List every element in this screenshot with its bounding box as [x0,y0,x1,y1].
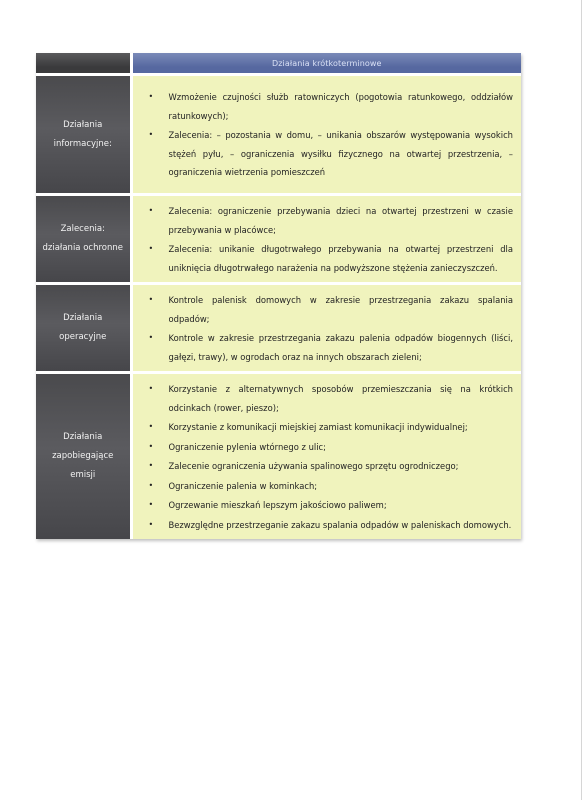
list-item: • Korzystanie z komunikacji miejskiej zamiast komunikacji indywidualnej; [169,418,514,437]
category-cell [36,196,131,282]
category-label-line: operacyjne [59,332,107,342]
actions-table-grid [36,53,521,539]
category-cell [36,374,131,539]
list-item: • Wzmożenie czujności służb ratowniczych (pogotowia ratunkowego, oddziałów ratunkowych); [169,88,514,125]
list-item: • Zalecenia: unikanie długotrwałego przebywania na otwartej przestrzeni dla uniknięcia długotrwałego narażenia na podwyższone stężenia zanieczyszczeń. [169,240,514,277]
list-item: • Zalecenia: ograniczenie przebywania dzieci na otwartej przestrzeni w czasie przebywania w placówce; [169,202,514,239]
bullet-list [141,291,514,366]
list-item: • Kontrole w zakresie przestrzegania zakazu palenia odpadów biogennych (liści, gałęzi, trawy), w ogrodach oraz na innych obszarach zieleni; [169,329,514,366]
list-item: • Bezwzględne przestrzeganie zakazu spalania odpadów w paleniskach domowych. [169,516,514,535]
content-cell [131,285,521,371]
table-row [36,374,521,539]
bullet-list [141,380,514,534]
category-label-line: zapobiegające [52,451,114,461]
list-item: • Zalecenie ograniczenia używania spalinowego sprzętu ogrodniczego; [169,457,514,476]
table-row [36,196,521,282]
category-cell [36,285,131,371]
list-item: • Ograniczenie pylenia wtórnego z ulic; [169,438,514,457]
bullet-list [141,88,514,182]
category-label-line: emisji [70,470,96,480]
actions-table [36,53,521,539]
content-cell [131,374,521,539]
category-label-line: informacyjne: [53,138,112,149]
category-label-line: Działania [63,119,103,130]
list-item: • Ograniczenie palenia w kominkach; [169,477,514,496]
table-header-row [36,53,521,73]
content-cell [131,196,521,282]
content-cell [131,76,521,193]
category-label-line: działania ochronne [42,243,123,253]
table-header-title: Działania krótkoterminowe [131,53,521,73]
category-label-line: Zalecenia: [60,224,105,234]
table-row [36,76,521,193]
bullet-list [141,202,514,277]
table-row [36,285,521,371]
header-corner-cell [36,53,131,73]
list-item: • Ogrzewanie mieszkań lepszym jakościowo paliwem; [169,496,514,515]
category-cell [36,76,131,193]
list-item: • Zalecenia: – pozostania w domu, – unikania obszarów występowania wysokich stężeń pyłu, – ograniczenia wysiłku fizycznego na otwartej przestrzenia, – ograniczenia wietrzenia pomieszczeń [169,126,514,182]
category-label-line: Działania [63,313,103,323]
list-item: • Korzystanie z alternatywnych sposobów przemieszczania się na krótkich odcinkach (rower, pieszo); [169,380,514,417]
list-item: • Kontrole palenisk domowych w zakresie przestrzegania zakazu spalania odpadów; [169,291,514,328]
category-label-line: Działania [63,432,103,442]
